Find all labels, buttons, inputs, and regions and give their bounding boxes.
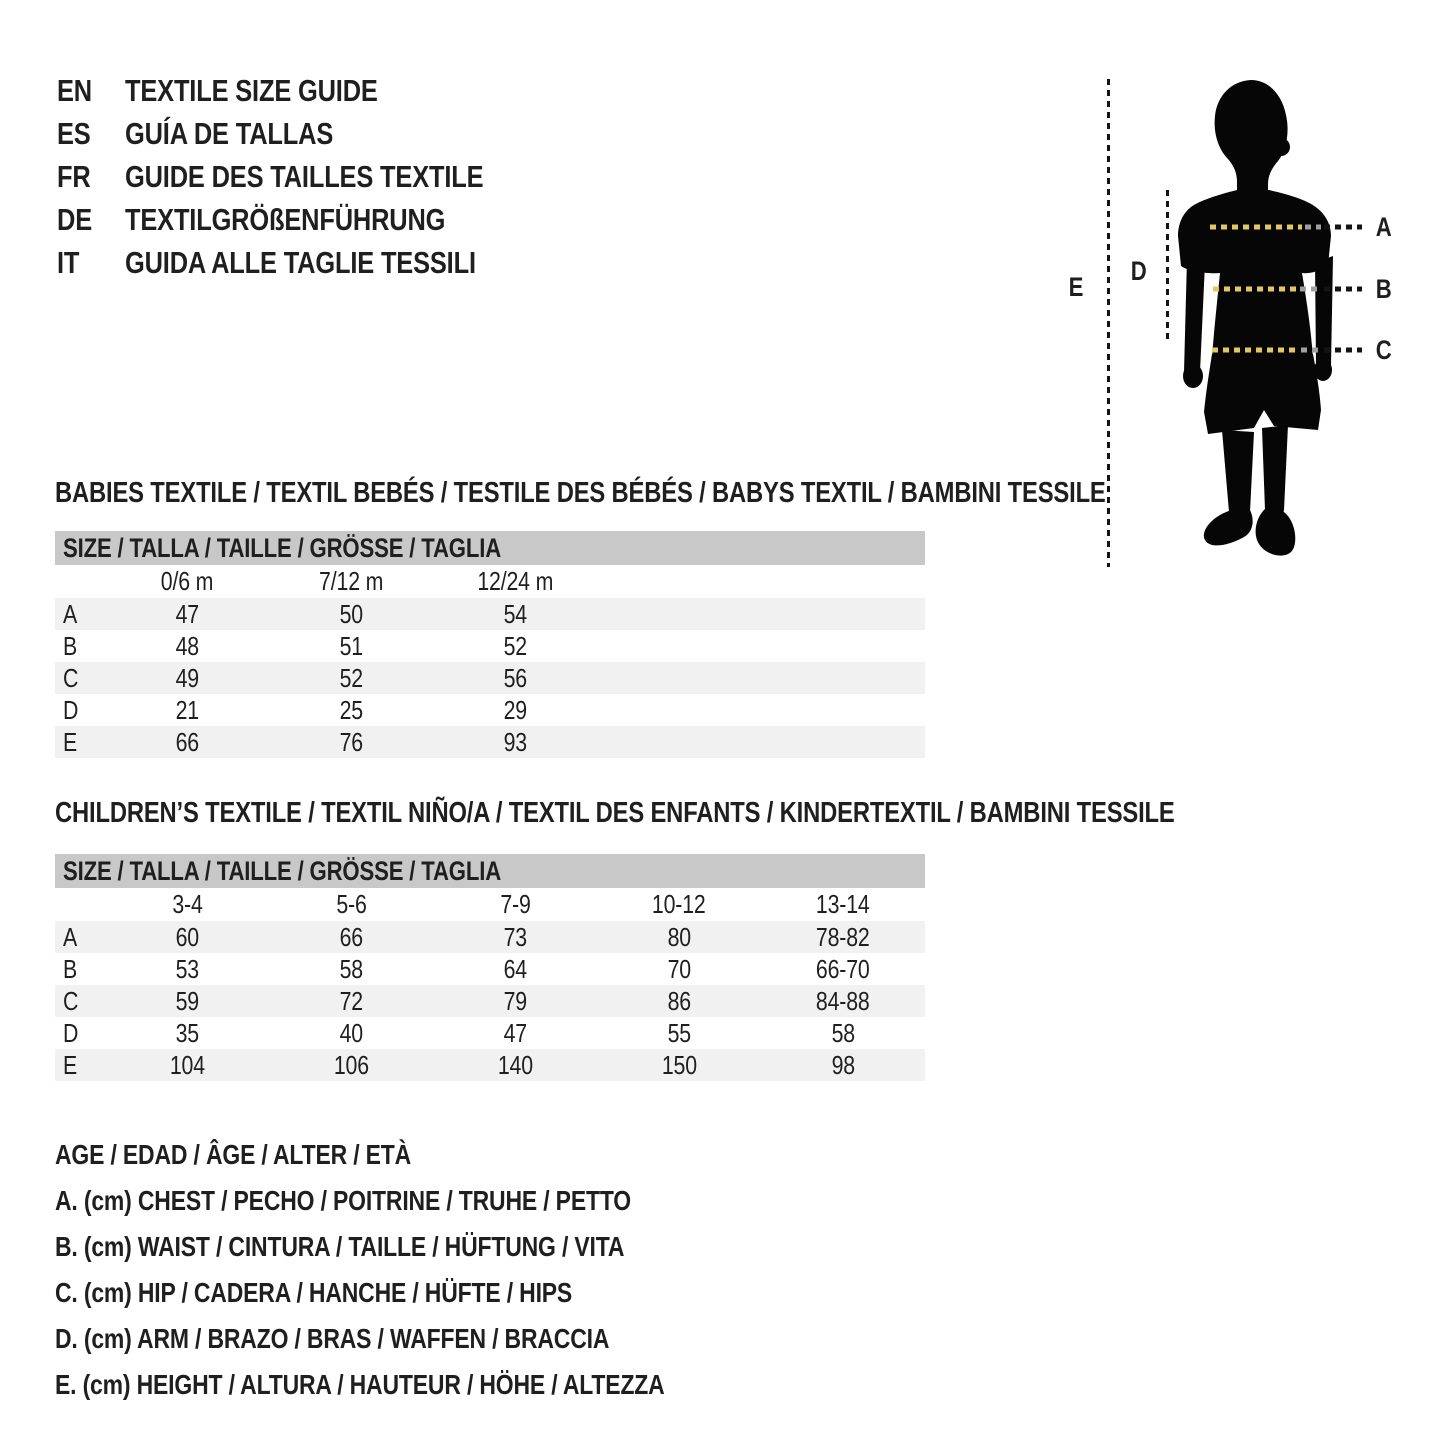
cell-value [597, 663, 761, 694]
cell-value: 58 [339, 953, 363, 984]
cell-value: 60 [175, 921, 199, 952]
language-title: GUIDA ALLE TAGLIE TESSILI [125, 245, 476, 280]
cell-value: 50 [339, 598, 363, 629]
cell-value: 52 [339, 662, 363, 693]
column-header [597, 566, 761, 597]
table-row [55, 598, 925, 630]
row-label: C [63, 662, 79, 693]
cell-value: 78-82 [816, 921, 870, 952]
cell-value [761, 663, 925, 694]
cell-value: 49 [175, 662, 199, 693]
section-title-babies: BABIES TEXTILE / TEXTIL BEBÉS / TESTILE DES BÉBÉS / BABYS TEXTIL / BAMBINI TESSILE [55, 477, 1106, 509]
cell-value: 98 [831, 1049, 855, 1080]
row-label: E [63, 726, 78, 757]
language-title: TEXTILE SIZE GUIDE [125, 73, 378, 108]
cell-value [761, 727, 925, 758]
legend-line: C. (cm) HIP / CADERA / HANCHE / HÜFTE / HIPS [55, 1277, 573, 1308]
table-row [55, 662, 925, 694]
legend-line: AGE / EDAD / ÂGE / ALTER / ETÀ [55, 1139, 412, 1170]
table-size-header: SIZE / TALLA / TAILLE / GRÖSSE / TAGLIA [55, 854, 925, 888]
column-header-row [55, 565, 925, 598]
language-title: TEXTILGRÖßENFÜHRUNG [125, 202, 446, 237]
children-size-table [55, 854, 925, 1081]
column-header-spacer [55, 889, 105, 920]
row-label: D [63, 694, 79, 725]
legend-line: E. (cm) HEIGHT / ALTURA / HAUTEUR / HÖHE / ALTEZZA [55, 1369, 665, 1400]
cell-value: 56 [503, 662, 527, 693]
cell-value [597, 631, 761, 662]
language-row [57, 73, 562, 108]
section-title-children: CHILDREN’S TEXTILE / TEXTIL NIÑO/A / TEXTIL DES ENFANTS / KINDERTEXTIL / BAMBINI TESSILE [55, 797, 1175, 829]
row-label: C [63, 985, 79, 1016]
legend-line: A. (cm) CHEST / PECHO / POITRINE / TRUHE / PETTO [55, 1185, 631, 1216]
cell-value: 140 [497, 1049, 533, 1080]
language-title: GUIDE DES TAILLES TEXTILE [125, 159, 484, 194]
cell-value: 76 [339, 726, 363, 757]
column-header: 13-14 [816, 889, 870, 919]
column-header: 12/24 m [477, 566, 553, 596]
table-size-header: SIZE / TALLA / TAILLE / GRÖSSE / TAGLIA [55, 531, 925, 565]
cell-value [597, 727, 761, 758]
cell-value: 58 [831, 1017, 855, 1048]
cell-value: 55 [667, 1017, 691, 1048]
cell-value [597, 599, 761, 630]
cell-value: 80 [667, 921, 691, 952]
language-code: DE [57, 202, 92, 237]
cell-value: 51 [339, 630, 363, 661]
column-header: 0/6 m [160, 566, 214, 596]
table-row [55, 630, 925, 662]
language-code: IT [57, 245, 80, 280]
language-row [57, 116, 562, 151]
column-header: 7-9 [499, 889, 531, 919]
cell-value [761, 631, 925, 662]
cell-value: 79 [503, 985, 527, 1016]
measure-label-a: A [1376, 212, 1392, 242]
cell-value: 47 [175, 598, 199, 629]
language-code: EN [57, 73, 92, 108]
cell-value: 25 [339, 694, 363, 725]
cell-value: 48 [175, 630, 199, 661]
column-header [761, 566, 925, 597]
cell-value: 64 [503, 953, 527, 984]
cell-value: 66-70 [816, 953, 870, 984]
language-code: FR [57, 159, 91, 194]
cell-value: 29 [503, 694, 527, 725]
cell-value: 21 [175, 694, 199, 725]
table-row [55, 985, 925, 1017]
cell-value: 72 [339, 985, 363, 1016]
cell-value: 86 [667, 985, 691, 1016]
cell-value: 93 [503, 726, 527, 757]
row-label: A [63, 598, 78, 629]
column-header: 3-4 [171, 889, 203, 919]
cell-value: 73 [503, 921, 527, 952]
cell-value: 53 [175, 953, 199, 984]
cell-value: 40 [339, 1017, 363, 1048]
cell-value: 106 [333, 1049, 369, 1080]
language-code: ES [57, 116, 91, 151]
table-row [55, 1017, 925, 1049]
table-row [55, 921, 925, 953]
row-label: B [63, 953, 78, 984]
cell-value: 84-88 [816, 985, 870, 1016]
table-row [55, 694, 925, 726]
cell-value: 70 [667, 953, 691, 984]
cell-value: 66 [339, 921, 363, 952]
cell-value: 54 [503, 598, 527, 629]
cell-value: 35 [175, 1017, 199, 1048]
measure-label-c: C [1376, 335, 1392, 365]
row-label: A [63, 921, 78, 952]
row-label: E [63, 1049, 78, 1080]
cell-value: 52 [503, 630, 527, 661]
row-label: D [63, 1017, 79, 1048]
language-title: GUÍA DE TALLAS [125, 116, 334, 151]
measurement-legend [55, 1140, 798, 1400]
cell-value: 150 [661, 1049, 697, 1080]
table-row [55, 1049, 925, 1081]
measure-label-e: E [1068, 272, 1084, 302]
legend-line: D. (cm) ARM / BRAZO / BRAS / WAFFEN / BRACCIA [55, 1323, 610, 1354]
cell-value: 66 [175, 726, 199, 757]
language-row [57, 202, 562, 237]
column-header: 5-6 [335, 889, 367, 919]
column-header: 7/12 m [318, 566, 384, 596]
language-row [57, 159, 562, 194]
language-header [57, 73, 562, 280]
cell-value: 47 [503, 1017, 527, 1048]
babies-size-table [55, 531, 925, 758]
column-header: 10-12 [652, 889, 706, 919]
measure-label-d: D [1131, 256, 1147, 286]
column-header-spacer [55, 566, 105, 597]
table-row [55, 726, 925, 758]
table-row [55, 953, 925, 985]
cell-value: 104 [169, 1049, 205, 1080]
column-header-row [55, 888, 925, 921]
row-label: B [63, 630, 78, 661]
cell-value [761, 695, 925, 726]
cell-value: 59 [175, 985, 199, 1016]
measurement-figure [1040, 60, 1435, 600]
cell-value [597, 695, 761, 726]
cell-value [761, 599, 925, 630]
legend-line: B. (cm) WAIST / CINTURA / TAILLE / HÜFTUNG / VITA [55, 1231, 625, 1262]
measure-label-b: B [1376, 274, 1392, 304]
language-row [57, 245, 562, 280]
